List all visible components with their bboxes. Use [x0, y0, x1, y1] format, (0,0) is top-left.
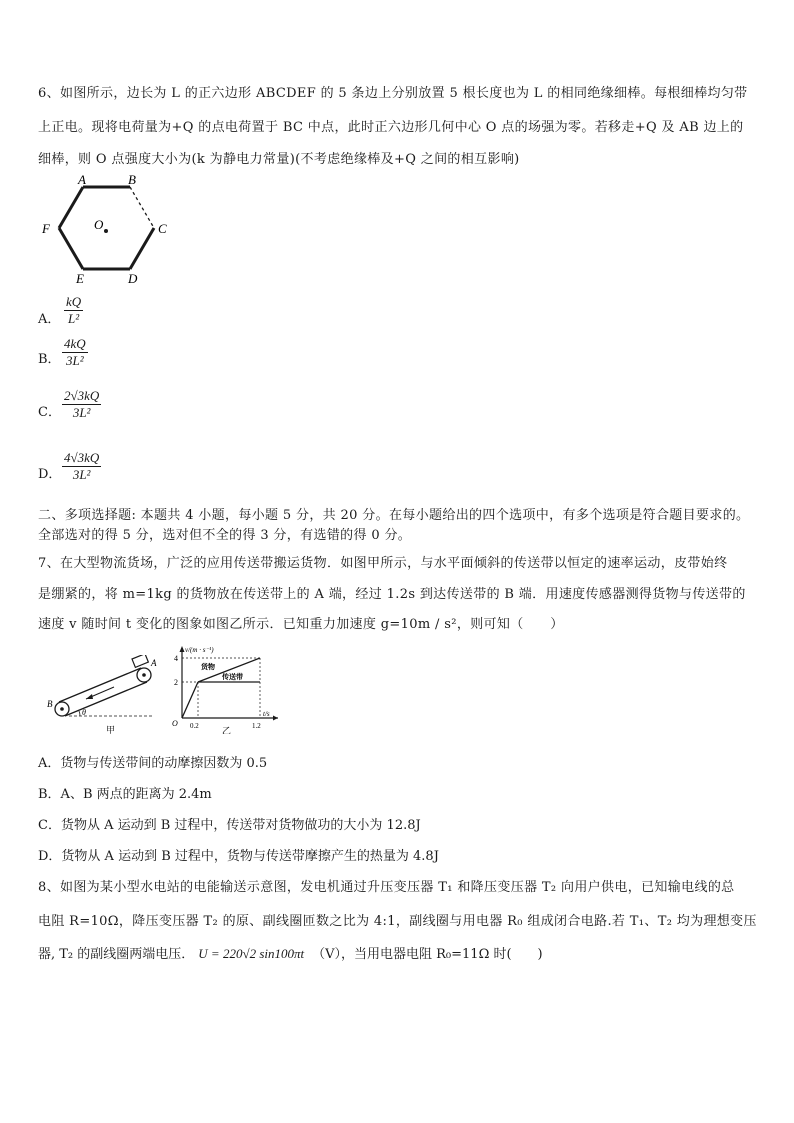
fig-yi-caption: 乙	[222, 726, 232, 734]
vertex-label-c: C	[158, 221, 167, 236]
q8-voltage-formula: U = 220√2 sin100πt	[198, 946, 305, 961]
q6-option-c-fraction	[62, 388, 101, 421]
velocity-time-graph	[170, 642, 280, 734]
graph-label-belt: 传送带	[222, 673, 243, 681]
q6-option-a-numerator: kQ	[66, 294, 82, 309]
q7-text-line3: 速度 v 随时间 t 变化的图象如图乙所示．已知重力加速度 g=10m / s²，则可知（ ）	[38, 617, 564, 632]
q6-text-line1: 6、如图所示，边长为 L 的正六边形 ABCDEF 的 5 条边上分别放置 5 根长度也为 L 的相同绝缘细棒。每根细棒均匀带	[38, 86, 748, 101]
vertex-label-e: E	[76, 271, 84, 286]
q6-option-c-numerator: 2√3kQ	[64, 388, 100, 403]
q6-option-d-letter: D．	[38, 467, 62, 482]
vertex-label-f: F	[42, 221, 50, 236]
graph-tick-1-2: 1.2	[252, 722, 261, 730]
belt-label-b: B	[47, 699, 53, 709]
vertex-label-d: D	[128, 271, 138, 286]
vertex-label-a: A	[78, 172, 86, 187]
q6-option-a-denominator: L²	[68, 311, 80, 326]
q6-option-a-letter: A．	[38, 312, 61, 327]
q6-option-d-numerator: 4√3kQ	[64, 450, 100, 465]
graph-x-axis-label: t/s	[263, 710, 270, 718]
q7-option-c: C．货物从 A 运动到 B 过程中，传送带对货物做功的大小为 12.8J	[38, 818, 421, 833]
vertex-label-b: B	[128, 172, 136, 187]
q6-option-b-letter: B．	[38, 352, 61, 367]
q6-option-a-fraction	[64, 294, 83, 327]
graph-y-axis-label: v/(m · s⁻¹)	[185, 646, 214, 654]
q6-option-d-fraction	[62, 450, 101, 483]
q7-option-d: D．货物从 A 运动到 B 过程中，货物与传送带摩擦产生的热量为 4.8J	[38, 849, 439, 864]
graph-origin-label: O	[172, 719, 178, 728]
q8-text-line1: 8、如图为某小型水电站的电能输送示意图，发电机通过升压变压器 T₁ 和降压变压器 T₂ 向用户供电，已知输电线的总	[38, 880, 735, 895]
belt-label-a: A	[151, 658, 157, 668]
hexagon-figure	[36, 172, 176, 287]
q7-text-line2: 是绷紧的，将 m=1kg 的货物放在传送带上的 A 端，经过 1.2s 到达传送带的 B 端．用速度传感器测得货物与传送带的	[38, 587, 746, 602]
section2-instructions-line1: 二、多项选择题: 本题共 4 小题，每小题 5 分，共 20 分。在每小题给出的四个选项中，有多个选项是符合题目要求的。	[38, 508, 750, 523]
q6-option-b-fraction	[62, 336, 88, 369]
q7-text-line1: 7、在大型物流货场，广泛的应用传送带搬运货物．如图甲所示，与水平面倾斜的传送带以恒定的速率运动，皮带始终	[38, 556, 728, 571]
center-label-o: O	[94, 217, 104, 232]
q6-option-d-denominator: 3L²	[72, 467, 91, 482]
angle-theta-label: θ	[82, 708, 86, 717]
section2-instructions-line2: 全部选对的得 5 分，选对但不全的得 3 分，有选错的得 0 分。	[38, 528, 412, 543]
graph-tick-0-2: 0.2	[190, 722, 199, 730]
q7-option-a: A．货物与传送带间的动摩擦因数为 0.5	[38, 756, 268, 771]
graph-label-cargo: 货物	[201, 663, 215, 671]
fig-jia-caption: 甲	[106, 725, 116, 735]
q7-option-b: B．A、B 两点的距离为 2.4m	[38, 787, 212, 802]
q8-text-line3	[38, 943, 543, 962]
graph-tick-4: 4	[174, 654, 178, 663]
q6-text-line2: 上正电。现将电荷量为+Q 的点电荷置于 BC 中点，此时正六边形几何中心 O 点的场强为零。若移走+Q 及 AB 边上的	[38, 120, 744, 135]
q8-text-line2: 电阻 R=10Ω，降压变压器 T₂ 的原、副线圈匝数之比为 4:1，副线圈与用电器 R₀ 组成闭合电路.若 T₁、T₂ 均为理想变压	[38, 914, 757, 929]
q6-text-line3: 细棒，则 O 点强度大小为(k 为静电力常量)(不考虑绝缘棒及+Q 之间的相互影响)	[38, 152, 520, 167]
q6-option-c-letter: C．	[38, 405, 61, 420]
q6-option-b-numerator: 4kQ	[64, 336, 86, 351]
conveyor-belt-figure	[44, 655, 174, 735]
graph-tick-2: 2	[174, 678, 178, 687]
q8-text-line3-start: 器, T₂ 的副线圈两端电压．	[38, 947, 195, 962]
q6-option-c-denominator: 3L²	[72, 405, 91, 420]
q6-option-b-denominator: 3L²	[66, 353, 84, 368]
q8-text-line3-end: （V），当用电器电阻 R₀=11Ω 时( )	[312, 947, 543, 962]
